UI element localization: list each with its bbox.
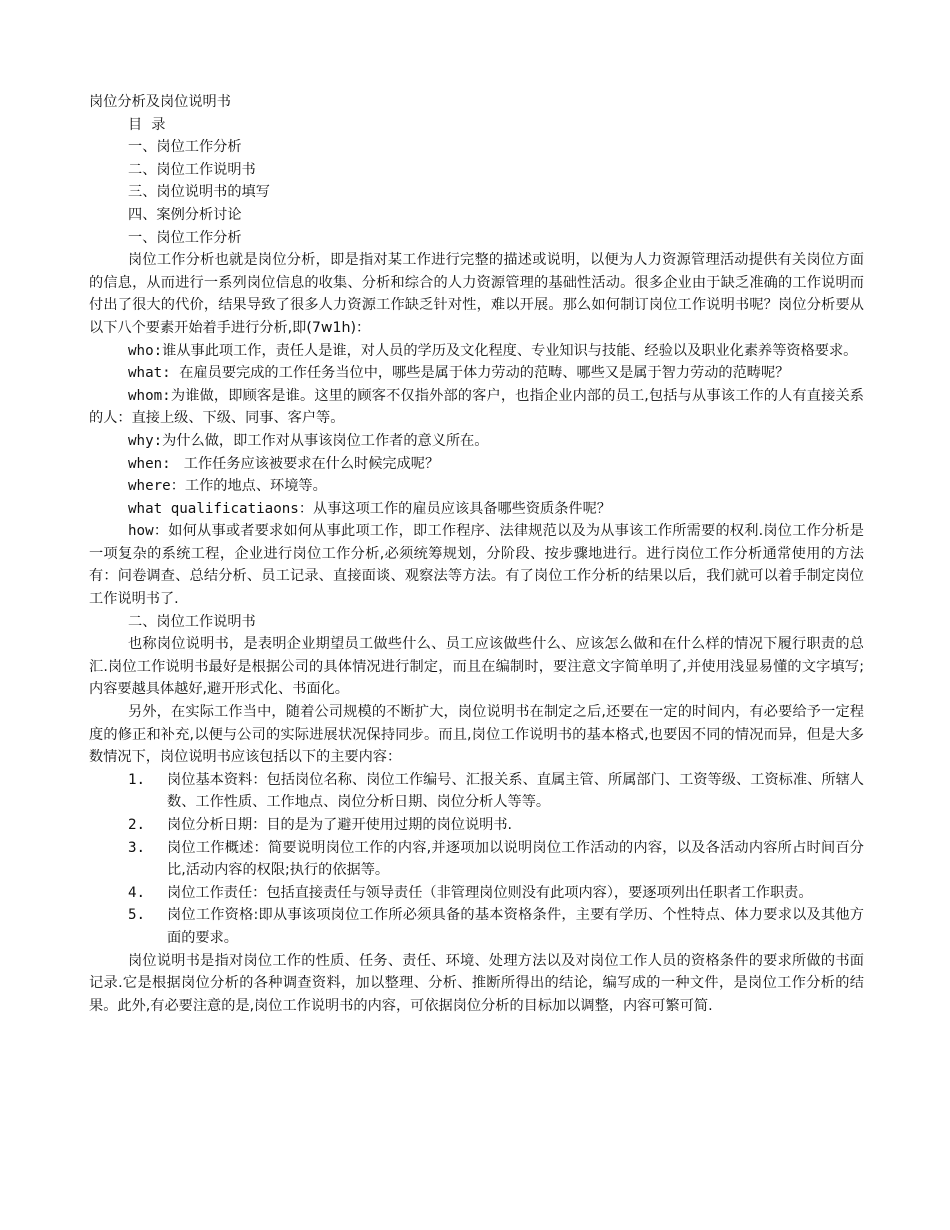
- element-key: how: [128, 523, 154, 540]
- element-why: [89, 430, 864, 453]
- list-item: [89, 814, 864, 837]
- list-number: 5.: [128, 907, 146, 924]
- list-number: 2.: [128, 817, 146, 833]
- element-text: 为谁做，即顾客是谁。这里的顾客不仅指外部的客户，也指企业内部的员工,包括与从事该工作的人有直接关系的人：直接上级、下级、同事、客户等。: [89, 387, 864, 427]
- section-heading: 一、岗位工作分析: [128, 229, 242, 246]
- element-key: what qualificatiaons: [128, 500, 299, 517]
- toc-item: 三、岗位说明书的填写: [128, 184, 270, 201]
- element-text: ：如何从事或者要求如何从事此项工作，即工作程序、法律规范以及为从事该工作所需要的权利.岗位工作分析是一项复杂的系统工程，企业进行岗位工作分析,必须统筹规划，分阶段、按步骤地进行。进行岗位工作分析通常使用的方法有：问卷调查、总结分析、员工记录、直接面谈、观察法等方法。有了岗位工作分析的结果以后，我们就可以着手制定岗位工作说明书了.: [89, 523, 864, 608]
- element-when: [89, 453, 864, 476]
- list-item-text: 岗位工作资格:即从事该项岗位工作所必须具备的基本资格条件，主要有学历、个性特点、体力要求以及其他方面的要求。: [167, 907, 864, 946]
- list-number: 4.: [128, 884, 146, 901]
- element-how: [89, 520, 864, 610]
- list-item: [89, 769, 864, 814]
- list-number: 3.: [128, 839, 146, 856]
- element-who: [89, 340, 864, 363]
- toc-item: 一、岗位工作分析: [128, 139, 242, 156]
- element-key: when:: [128, 455, 180, 472]
- list-item-text: 岗位基本资料：包括岗位名称、岗位工作编号、汇报关系、直属主管、所属部门、工资等级、工资标准、所辖人数、工作性质、工作地点、岗位分析日期、岗位分析人等等。: [167, 771, 864, 811]
- element-text: 谁从事此项工作，责任人是谁，对人员的学历及文化程度、专业知识与技能、经验以及职业化素养等资格要求。: [162, 342, 858, 359]
- element-what-qualifications: [89, 498, 864, 521]
- list-number: 1.: [128, 771, 146, 788]
- element-text: 为什么做，即工作对从事该岗位工作者的意义所在。: [162, 432, 489, 449]
- list-item: [89, 882, 864, 905]
- element-key: why:: [128, 432, 163, 449]
- paragraph: 岗位工作分析也就是岗位分析，即是指对某工作进行完整的描述或说明，以便为人力资源管理活动提供有关岗位方面的信息，从而进行一系列岗位信息的收集、分析和综合的人力资源管理的基础性活动。很多企业由于缺乏准确的工作说明而付出了很大的代价，结果导致了很多人力资源工作缺乏针对性，难以开展。那么如何制订岗位工作说明书呢？岗位分析要从以下八个要素开始着手进行分析,即(7w1h)：: [89, 252, 864, 336]
- list-item-text: 岗位工作责任：包括直接责任与领导责任（非管理岗位则没有此项内容），要逐项列出任职者工作职责。: [167, 884, 813, 901]
- element-where: [89, 475, 864, 498]
- element-key: whom:: [128, 387, 171, 404]
- element-text: 工作任务应该被要求在什么时候完成呢？: [179, 455, 440, 472]
- document-page: [89, 91, 864, 1017]
- element-text: ：工作的地点、环境等。: [170, 478, 327, 495]
- document-title: 岗位分析及岗位说明书: [89, 94, 231, 110]
- toc-item: 四、案例分析讨论: [128, 206, 242, 223]
- element-whom: [89, 385, 864, 430]
- list-item-text: 岗位分析日期：目的是为了避开使用过期的岗位说明书.: [167, 817, 513, 833]
- paragraph: 岗位说明书是指对岗位工作的性质、任务、责任、环境、处理方法以及对岗位工作人员的资格条件的要求所做的书面记录.它是根据岗位分析的各种调查资料，加以整理、分析、推断所得出的结论，编写成的一种文件，是岗位工作分析的结果。此外,有必要注意的是,岗位工作说明书的内容，可依据岗位分析的目标加以调整，内容可繁可简.: [89, 952, 864, 1014]
- toc-item: 二、岗位工作说明书: [128, 161, 256, 178]
- element-text: ：从事这项工作的雇员应该具备哪些资质条件呢？: [298, 500, 611, 517]
- element-what: [89, 362, 864, 385]
- paragraph: 也称岗位说明书，是表明企业期望员工做些什么、员工应该做些什么、应该怎么做和在什么样的情况下履行职责的总汇.岗位工作说明书最好是根据公司的具体情况进行制定，而且在编制时，要注意文字简单明了,并使用浅显易懂的文字填写;内容要越具体越好,避开形式化、书面化。: [89, 636, 864, 698]
- element-key: where: [128, 478, 171, 495]
- section-heading: 二、岗位工作说明书: [128, 613, 256, 630]
- toc-heading: 目 录: [128, 116, 166, 133]
- list-item: [89, 904, 864, 949]
- content-list: [89, 769, 864, 950]
- element-text: 在雇员要完成的工作任务当位中，哪些是属于体力劳动的范畴、哪些又是属于智力劳动的范畴呢？: [179, 365, 790, 382]
- list-item-text: 岗位工作概述：简要说明岗位工作的内容,并逐项加以说明岗位工作活动的内容，以及各活动内容所占时间百分比,活动内容的权限;执行的依据等。: [167, 839, 864, 879]
- paragraph: 另外，在实际工作当中，随着公司规模的不断扩大，岗位说明书在制定之后,还要在一定的时间内，有必要给予一定程度的修正和补充,以便与公司的实际进展状况保持同步。而且,岗位工作说明书的基本格式,也要因不同的情况而异，但是大多数情况下，岗位说明书应该包括以下的主要内容：: [89, 704, 864, 766]
- element-key: who:: [128, 342, 163, 359]
- element-key: what:: [128, 365, 180, 382]
- list-item: [89, 837, 864, 882]
